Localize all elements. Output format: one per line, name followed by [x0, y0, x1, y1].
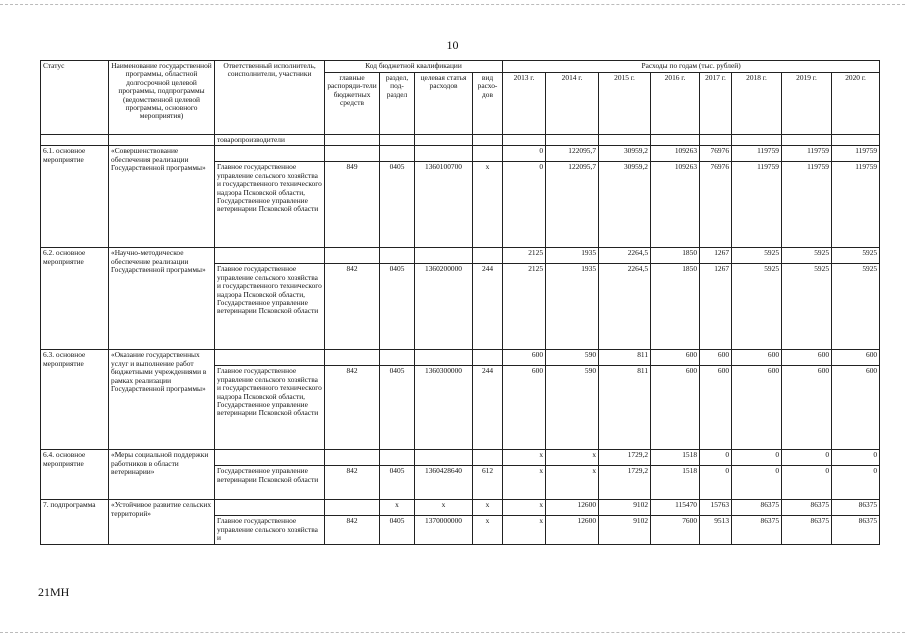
responsible-cell [215, 450, 325, 466]
value-2015: 811 [599, 350, 651, 366]
value-2019: 600 [782, 350, 832, 366]
grbs-cell [325, 450, 380, 466]
value-2015: 2264,5 [599, 248, 651, 264]
header-status: Статус [41, 61, 109, 135]
grbs-cell [325, 350, 380, 366]
value-2016: 109263 [651, 146, 700, 162]
value-2013: 600 [503, 366, 546, 450]
scan-edge-top [0, 4, 905, 5]
value-2013: 2125 [503, 264, 546, 350]
program-name-cell: «Научно-методическое обеспечение реализации Государственной программы» [109, 248, 215, 350]
program-name-cell: «Совершенствование обеспечения реализации Государственной программы» [109, 146, 215, 248]
value-2015: 9102 [599, 516, 651, 544]
csr-cell: 1360200000 [415, 264, 473, 350]
value-2016: 1518 [651, 450, 700, 466]
razdel-cell [380, 146, 415, 162]
value-2015: 1729,2 [599, 450, 651, 466]
razdel-cell: 0405 [380, 264, 415, 350]
value-2017: 1267 [700, 264, 732, 350]
program-name-cell: «Устойчивое развитие сельских территорий» [109, 500, 215, 544]
header-year-2018: 2018 г. [732, 73, 782, 135]
value-2017: 76976 [700, 146, 732, 162]
status-cell: 6.3. основное мероприятие [41, 350, 109, 450]
value-2015: 9102 [599, 500, 651, 516]
document-code: 21МН [38, 585, 70, 599]
value-2014: 590 [546, 350, 599, 366]
value-2019: 5925 [782, 264, 832, 350]
vr-cell [473, 248, 503, 264]
value-2019: 119759 [782, 146, 832, 162]
value-2020: 5925 [832, 264, 880, 350]
status-cell: 6.2. основное мероприятие [41, 248, 109, 350]
value-2015: 811 [599, 366, 651, 450]
value-2016: 1850 [651, 248, 700, 264]
grbs-cell [325, 146, 380, 162]
value-2020: 5925 [832, 248, 880, 264]
value-2013: x [503, 466, 546, 500]
vr-cell [473, 350, 503, 366]
header-responsible: Ответственный исполнитель, соисполнители, участники [215, 61, 325, 135]
value-2013: 0 [503, 162, 546, 248]
csr-cell: 1360300000 [415, 366, 473, 450]
value-2014: 1935 [546, 264, 599, 350]
value-2013: 600 [503, 350, 546, 366]
value-2018: 0 [732, 450, 782, 466]
value-2017: 600 [700, 366, 732, 450]
value-2014: x [546, 450, 599, 466]
value-2017: 0 [700, 450, 732, 466]
value-2018: 119759 [732, 146, 782, 162]
header-expenses: Расходы по годам (тыс. рублей) [503, 61, 880, 73]
value-2018: 119759 [732, 162, 782, 248]
value-2017: 600 [700, 350, 732, 366]
csr-cell: x [415, 500, 473, 516]
vr-cell: x [473, 516, 503, 544]
value-2017: 0 [700, 466, 732, 500]
value-2016: 7600 [651, 516, 700, 544]
value-2019: 86375 [782, 516, 832, 544]
value-2016: 115470 [651, 500, 700, 516]
value-2020: 600 [832, 366, 880, 450]
responsible-cell: Главное государственное управление сельского хозяйства и государственного технического надзора Псковской области, Государственное управление ветеринарии Псковской области [215, 366, 325, 450]
responsible-cell: Главное государственное управление сельского хозяйства и государственного технического надзора Псковской области, Государственное управление ветеринарии Псковской области [215, 162, 325, 248]
value-2020: 86375 [832, 500, 880, 516]
value-2019: 5925 [782, 248, 832, 264]
razdel-cell [380, 450, 415, 466]
value-2019: 0 [782, 466, 832, 500]
value-2019: 600 [782, 366, 832, 450]
value-2017: 15763 [700, 500, 732, 516]
razdel-cell: 0405 [380, 516, 415, 544]
value-2014: 122095,7 [546, 162, 599, 248]
value-2016: 109263 [651, 162, 700, 248]
value-2019: 119759 [782, 162, 832, 248]
responsible-cell: Главное государственное управление сельского хозяйства и государственного технического надзора Псковской области, Государственное управление ветеринарии Псковской области [215, 264, 325, 350]
grbs-cell [325, 248, 380, 264]
value-2016: 600 [651, 366, 700, 450]
value-2015: 1729,2 [599, 466, 651, 500]
header-budget-code: Код бюджетной квалификации [325, 61, 503, 73]
value-2016: 1850 [651, 264, 700, 350]
grbs-cell: 842 [325, 264, 380, 350]
value-2018: 600 [732, 366, 782, 450]
razdel-cell: x [380, 500, 415, 516]
responsible-cell: Государственное управление ветеринарии Псковской области [215, 466, 325, 500]
value-2018: 86375 [732, 500, 782, 516]
header-razdel: раздел, под-раздел [380, 73, 415, 135]
value-2020: 119759 [832, 162, 880, 248]
value-2013: x [503, 500, 546, 516]
status-cell: 6.1. основное мероприятие [41, 146, 109, 248]
grbs-cell [325, 500, 380, 516]
value-2020: 86375 [832, 516, 880, 544]
value-2016: 1518 [651, 466, 700, 500]
header-year-2016: 2016 г. [651, 73, 700, 135]
csr-cell: 1360428640 [415, 466, 473, 500]
csr-cell [415, 450, 473, 466]
value-2017: 1267 [700, 248, 732, 264]
value-2016: 600 [651, 350, 700, 366]
value-2014: x [546, 466, 599, 500]
razdel-cell: 0405 [380, 366, 415, 450]
value-2013: 0 [503, 146, 546, 162]
vr-cell [473, 146, 503, 162]
header-year-2014: 2014 г. [546, 73, 599, 135]
razdel-cell [380, 248, 415, 264]
header-vr: вид расхо-дов [473, 73, 503, 135]
header-year-2013: 2013 г. [503, 73, 546, 135]
value-2014: 590 [546, 366, 599, 450]
value-2015: 30959,2 [599, 146, 651, 162]
vr-cell: x [473, 162, 503, 248]
header-year-2017: 2017 г. [700, 73, 732, 135]
value-2017: 9513 [700, 516, 732, 544]
csr-cell: 1370000000 [415, 516, 473, 544]
grbs-cell: 842 [325, 516, 380, 544]
responsible-cell [215, 146, 325, 162]
program-name-cell: «Меры социальной поддержки работников в области ветеринарии» [109, 450, 215, 500]
value-2019: 0 [782, 450, 832, 466]
responsible-cell [215, 500, 325, 516]
budget-table [40, 60, 880, 545]
value-2018: 5925 [732, 248, 782, 264]
value-2018: 86375 [732, 516, 782, 544]
value-2014: 122095,7 [546, 146, 599, 162]
responsible-cell [215, 350, 325, 366]
value-2020: 0 [832, 466, 880, 500]
grbs-cell: 842 [325, 366, 380, 450]
responsible-cell: Главное государственное управление сельского хозяйства и [215, 516, 325, 544]
responsible-cell: товаропроизводители [215, 135, 325, 146]
value-2014: 1935 [546, 248, 599, 264]
header-grbs: главные распоряди-тели бюджетных средств [325, 73, 380, 135]
value-2014: 12600 [546, 516, 599, 544]
grbs-cell: 842 [325, 466, 380, 500]
csr-cell: 1360100700 [415, 162, 473, 248]
scan-edge-bottom [0, 632, 905, 633]
header-year-2015: 2015 г. [599, 73, 651, 135]
razdel-cell [380, 350, 415, 366]
header-year-2020: 2020 г. [832, 73, 880, 135]
razdel-cell: 0405 [380, 466, 415, 500]
value-2020: 0 [832, 450, 880, 466]
status-cell: 7. подпрограмма [41, 500, 109, 544]
header-name: Наименование государственной программы, областной долгосрочной целевой программы, подпрограммы (ведомственной целевой программы, основного мероприятия) [109, 61, 215, 135]
value-2020: 119759 [832, 146, 880, 162]
responsible-cell [215, 248, 325, 264]
value-2020: 600 [832, 350, 880, 366]
vr-cell [473, 450, 503, 466]
value-2015: 2264,5 [599, 264, 651, 350]
value-2018: 5925 [732, 264, 782, 350]
header-year-2019: 2019 г. [782, 73, 832, 135]
csr-cell [415, 146, 473, 162]
value-2018: 600 [732, 350, 782, 366]
vr-cell: 244 [473, 264, 503, 350]
value-2019: 86375 [782, 500, 832, 516]
value-2018: 0 [732, 466, 782, 500]
csr-cell [415, 248, 473, 264]
razdel-cell: 0405 [380, 162, 415, 248]
value-2017: 76976 [700, 162, 732, 248]
value-2015: 30959,2 [599, 162, 651, 248]
value-2013: 2125 [503, 248, 546, 264]
csr-cell [415, 350, 473, 366]
value-2013: x [503, 450, 546, 466]
value-2014: 12600 [546, 500, 599, 516]
vr-cell: 612 [473, 466, 503, 500]
program-name-cell: «Оказание государственных услуг и выполнение работ бюджетными учреждениями в рамках реализации Государственной программы» [109, 350, 215, 450]
vr-cell: 244 [473, 366, 503, 450]
header-csr: целевая статья расходов [415, 73, 473, 135]
vr-cell: x [473, 500, 503, 516]
page-number: 10 [446, 38, 459, 52]
value-2013: x [503, 516, 546, 544]
grbs-cell: 849 [325, 162, 380, 248]
status-cell: 6.4. основное мероприятие [41, 450, 109, 500]
